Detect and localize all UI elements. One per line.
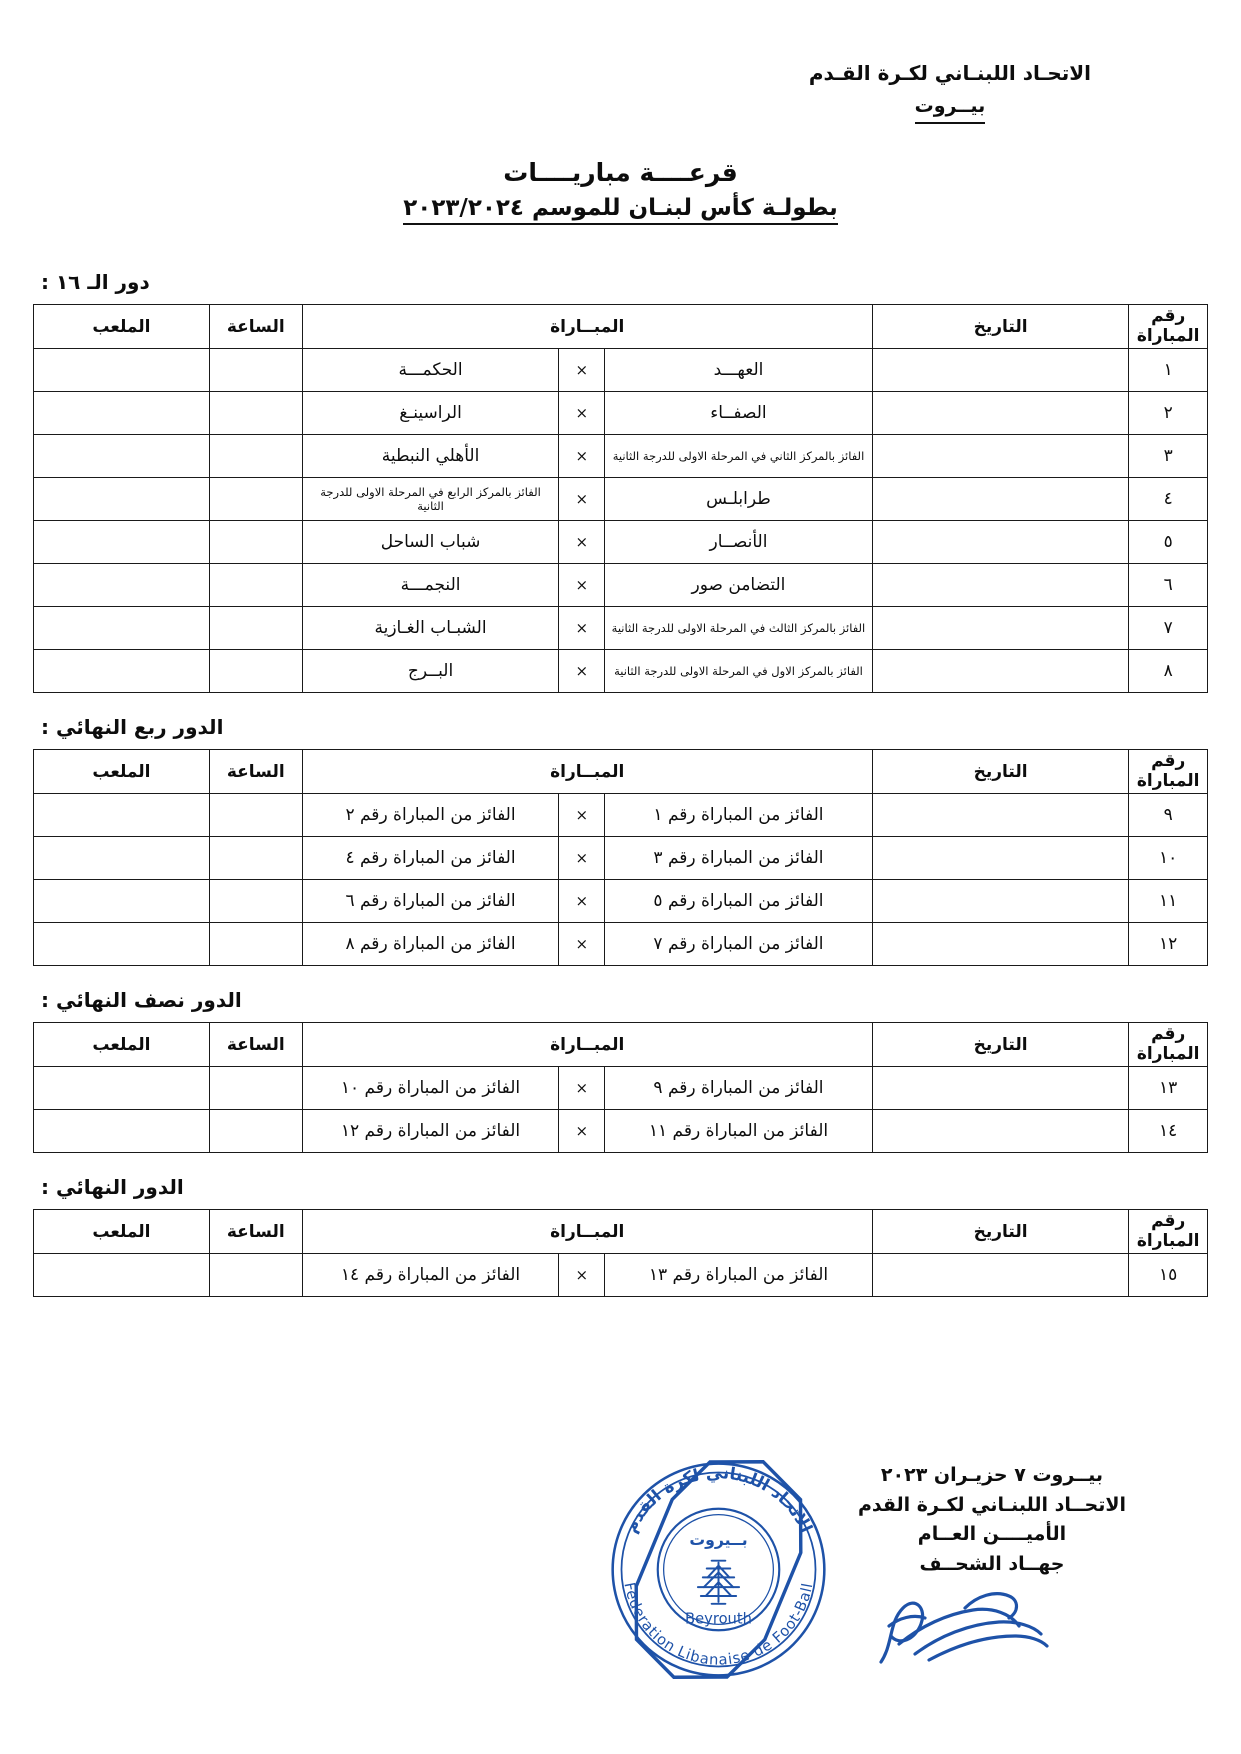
cell-match-number: ١٢ xyxy=(1129,923,1208,966)
cell-match-number: ١٠ xyxy=(1129,837,1208,880)
column-header-match: المبــاراة xyxy=(302,305,872,349)
section-quarter-finals xyxy=(33,715,1208,966)
cell-team-home: الفائز بالمركز الاول في المرحلة الاولى للدرجة الثانية xyxy=(605,650,873,693)
cell-time[interactable] xyxy=(209,923,302,966)
cell-date[interactable] xyxy=(872,837,1129,880)
cell-field[interactable] xyxy=(34,564,210,607)
cell-date[interactable] xyxy=(872,478,1129,521)
cell-time[interactable] xyxy=(209,837,302,880)
cell-time[interactable] xyxy=(209,392,302,435)
footer-federation: الاتحــاد اللبنـاني لكـرة القدم xyxy=(857,1493,1126,1516)
cell-match-number: ٩ xyxy=(1129,794,1208,837)
cell-team-home: التضامن صور xyxy=(605,564,873,607)
stamp-latin-bottom: Federation Libanaise de Foot-Ball xyxy=(620,1581,817,1669)
versus-symbol: × xyxy=(559,1110,605,1153)
cell-team-away: الفائز من المباراة رقم ٨ xyxy=(302,923,559,966)
stamp-latin-city: Beyrouth xyxy=(685,1610,752,1628)
column-header-time: الساعة xyxy=(209,750,302,794)
federation-name: الاتحـاد اللبنـاني لكـرة القـدم xyxy=(808,61,1091,85)
draw-sections xyxy=(33,270,1208,1319)
cell-field[interactable] xyxy=(34,349,210,392)
cell-date[interactable] xyxy=(872,521,1129,564)
cell-match-number: ٢ xyxy=(1129,392,1208,435)
cell-field[interactable] xyxy=(34,794,210,837)
cell-team-away: الفائز من المباراة رقم ٦ xyxy=(302,880,559,923)
cell-field[interactable] xyxy=(34,1067,210,1110)
cell-time[interactable] xyxy=(209,1254,302,1297)
column-header-field: الملعب xyxy=(34,750,210,794)
column-header-match: المبــاراة xyxy=(302,1210,872,1254)
cell-date[interactable] xyxy=(872,880,1129,923)
cell-team-home: العهـــد xyxy=(605,349,873,392)
cell-time[interactable] xyxy=(209,478,302,521)
cell-date[interactable] xyxy=(872,392,1129,435)
footer-date: بيــروت ٧ حزيـران ٢٠٢٣ xyxy=(880,1464,1104,1487)
cell-date[interactable] xyxy=(872,1254,1129,1297)
signature-block xyxy=(858,1461,1126,1579)
cell-team-home: الفائز من المباراة رقم ١٣ xyxy=(605,1254,873,1297)
table-header-row xyxy=(34,750,1208,794)
table-row xyxy=(34,435,1208,478)
versus-symbol: × xyxy=(559,607,605,650)
cell-time[interactable] xyxy=(209,650,302,693)
handwritten-signature xyxy=(869,1574,1059,1669)
versus-symbol: × xyxy=(559,1067,605,1110)
section-heading-final: الدور النهائي : xyxy=(41,1175,184,1200)
cell-date[interactable] xyxy=(872,1110,1129,1153)
cell-team-home: الفائز من المباراة رقم ١ xyxy=(605,794,873,837)
cell-team-away: الفائز من المباراة رقم ١٢ xyxy=(302,1110,559,1153)
cell-match-number: ١٣ xyxy=(1129,1067,1208,1110)
cell-field[interactable] xyxy=(34,478,210,521)
table-row xyxy=(34,1254,1208,1297)
section-heading-quarter-finals: الدور ربع النهائي : xyxy=(41,715,224,740)
cell-time[interactable] xyxy=(209,1110,302,1153)
cell-match-number: ١٥ xyxy=(1129,1254,1208,1297)
table-row xyxy=(34,650,1208,693)
cell-team-away: النجمـــة xyxy=(302,564,559,607)
cell-team-home: الفائز من المباراة رقم ٩ xyxy=(605,1067,873,1110)
column-header-field: الملعب xyxy=(34,305,210,349)
cell-field[interactable] xyxy=(34,1110,210,1153)
versus-symbol: × xyxy=(559,837,605,880)
table-row xyxy=(34,1067,1208,1110)
cell-team-away: الراسينـغ xyxy=(302,392,559,435)
cell-time[interactable] xyxy=(209,1067,302,1110)
cell-field[interactable] xyxy=(34,607,210,650)
column-header-date: التاريخ xyxy=(872,750,1129,794)
table-row xyxy=(34,349,1208,392)
versus-symbol: × xyxy=(559,880,605,923)
cell-match-number: ٨ xyxy=(1129,650,1208,693)
cell-time[interactable] xyxy=(209,607,302,650)
table-row xyxy=(34,564,1208,607)
page-subtitle: بطولـة كأس لبنـان للموسم ٢٠٢٣/٢٠٢٤ xyxy=(403,195,837,225)
cell-team-home: طرابلـس xyxy=(605,478,873,521)
cell-field[interactable] xyxy=(34,923,210,966)
table-row xyxy=(34,837,1208,880)
versus-symbol: × xyxy=(559,349,605,392)
column-header-field: الملعب xyxy=(34,1023,210,1067)
section-heading-round-of-16: دور الـ ١٦ : xyxy=(41,270,150,294)
column-header-match-number: رقم المباراة xyxy=(1129,750,1208,794)
column-header-date: التاريخ xyxy=(872,1210,1129,1254)
cell-match-number: ١ xyxy=(1129,349,1208,392)
column-header-match: المبــاراة xyxy=(302,750,872,794)
cell-team-home: الفائز من المباراة رقم ٧ xyxy=(605,923,873,966)
stamp-arabic-top: الاتحاد اللبناني لكرة القدم xyxy=(621,1463,817,1536)
cell-team-away: الأهلي النبطية xyxy=(302,435,559,478)
column-header-field: الملعب xyxy=(34,1210,210,1254)
title-block xyxy=(0,158,1241,225)
cell-date[interactable] xyxy=(872,435,1129,478)
cell-date[interactable] xyxy=(872,650,1129,693)
column-header-match-number: رقم المباراة xyxy=(1129,305,1208,349)
versus-symbol: × xyxy=(559,650,605,693)
cell-team-home: الفائز من المباراة رقم ٥ xyxy=(605,880,873,923)
cell-time[interactable] xyxy=(209,564,302,607)
cell-team-away: شباب الساحل xyxy=(302,521,559,564)
svg-text:الاتحاد اللبناني لكرة القدم xyxy=(621,1463,816,1535)
table-row xyxy=(34,923,1208,966)
cell-field[interactable] xyxy=(34,837,210,880)
cell-team-home: الفائز بالمركز الثاني في المرحلة الاولى للدرجة الثانية xyxy=(605,435,873,478)
column-header-date: التاريخ xyxy=(872,305,1129,349)
versus-symbol: × xyxy=(559,794,605,837)
column-header-match-number: رقم المباراة xyxy=(1129,1210,1208,1254)
cell-team-away: الفائز من المباراة رقم ١٤ xyxy=(302,1254,559,1297)
draw-table-final xyxy=(33,1209,1208,1297)
cell-time[interactable] xyxy=(209,880,302,923)
cell-time[interactable] xyxy=(209,794,302,837)
cell-field[interactable] xyxy=(34,392,210,435)
page-title: قرعــــة مباريــــات xyxy=(503,158,738,187)
cell-date[interactable] xyxy=(872,349,1129,392)
cell-team-away: الفائز بالمركز الرابع في المرحلة الاولى للدرجة الثانية xyxy=(302,478,559,521)
cell-field[interactable] xyxy=(34,650,210,693)
cell-team-home: الفائز بالمركز الثالث في المرحلة الاولى للدرجة الثانية xyxy=(605,607,873,650)
cell-team-home: الفائز من المباراة رقم ١١ xyxy=(605,1110,873,1153)
column-header-time: الساعة xyxy=(209,1210,302,1254)
table-header-row xyxy=(34,1210,1208,1254)
cell-date[interactable] xyxy=(872,923,1129,966)
table-row xyxy=(34,794,1208,837)
versus-symbol: × xyxy=(559,564,605,607)
cell-match-number: ٧ xyxy=(1129,607,1208,650)
section-round-of-16 xyxy=(33,270,1208,693)
column-header-match-number: رقم المباراة xyxy=(1129,1023,1208,1067)
section-semi-finals xyxy=(33,988,1208,1153)
versus-symbol: × xyxy=(559,923,605,966)
footer-role: الأميــــن العــام xyxy=(917,1523,1067,1546)
cell-date[interactable] xyxy=(872,794,1129,837)
cell-date[interactable] xyxy=(872,607,1129,650)
cell-field[interactable] xyxy=(34,880,210,923)
table-row xyxy=(34,607,1208,650)
versus-symbol: × xyxy=(559,435,605,478)
column-header-date: التاريخ xyxy=(872,1023,1129,1067)
cell-match-number: ٥ xyxy=(1129,521,1208,564)
stamp-arabic-city: بــيروت xyxy=(689,1530,748,1549)
cell-match-number: ١٤ xyxy=(1129,1110,1208,1153)
official-stamp xyxy=(596,1447,841,1692)
cell-time[interactable] xyxy=(209,349,302,392)
cell-team-home: الصفــاء xyxy=(605,392,873,435)
cell-team-away: الفائز من المباراة رقم ١٠ xyxy=(302,1067,559,1110)
cell-team-away: الفائز من المباراة رقم ٢ xyxy=(302,794,559,837)
federation-city: بيــروت xyxy=(915,92,986,124)
table-row xyxy=(34,392,1208,435)
table-header-row xyxy=(34,305,1208,349)
cell-match-number: ٦ xyxy=(1129,564,1208,607)
cell-field[interactable] xyxy=(34,1254,210,1297)
cell-team-away: البــرج xyxy=(302,650,559,693)
cell-match-number: ٤ xyxy=(1129,478,1208,521)
cell-team-home: الأنصــار xyxy=(605,521,873,564)
cell-match-number: ١١ xyxy=(1129,880,1208,923)
cell-match-number: ٣ xyxy=(1129,435,1208,478)
cell-team-away: الشبـاب الغـازية xyxy=(302,607,559,650)
cell-team-away: الفائز من المباراة رقم ٤ xyxy=(302,837,559,880)
table-row xyxy=(34,521,1208,564)
cell-date[interactable] xyxy=(872,564,1129,607)
table-row xyxy=(34,1110,1208,1153)
section-final xyxy=(33,1175,1208,1297)
table-header-row xyxy=(34,1023,1208,1067)
column-header-time: الساعة xyxy=(209,305,302,349)
draw-table-round-of-16 xyxy=(33,304,1208,693)
versus-symbol: × xyxy=(559,521,605,564)
cell-team-home: الفائز من المباراة رقم ٣ xyxy=(605,837,873,880)
letterhead xyxy=(809,58,1091,124)
cell-field[interactable] xyxy=(34,521,210,564)
table-row xyxy=(34,478,1208,521)
section-heading-semi-finals: الدور نصف النهائي : xyxy=(41,988,242,1013)
cell-date[interactable] xyxy=(872,1067,1129,1110)
column-header-time: الساعة xyxy=(209,1023,302,1067)
cell-time[interactable] xyxy=(209,521,302,564)
column-header-match: المبــاراة xyxy=(302,1023,872,1067)
cell-team-away: الحكمـــة xyxy=(302,349,559,392)
cell-field[interactable] xyxy=(34,435,210,478)
draw-table-quarter-finals xyxy=(33,749,1208,966)
versus-symbol: × xyxy=(559,478,605,521)
table-row xyxy=(34,880,1208,923)
footer-signer-name: جهــاد الشحــف xyxy=(919,1552,1065,1575)
versus-symbol: × xyxy=(559,1254,605,1297)
versus-symbol: × xyxy=(559,392,605,435)
draw-table-semi-finals xyxy=(33,1022,1208,1153)
cell-time[interactable] xyxy=(209,435,302,478)
